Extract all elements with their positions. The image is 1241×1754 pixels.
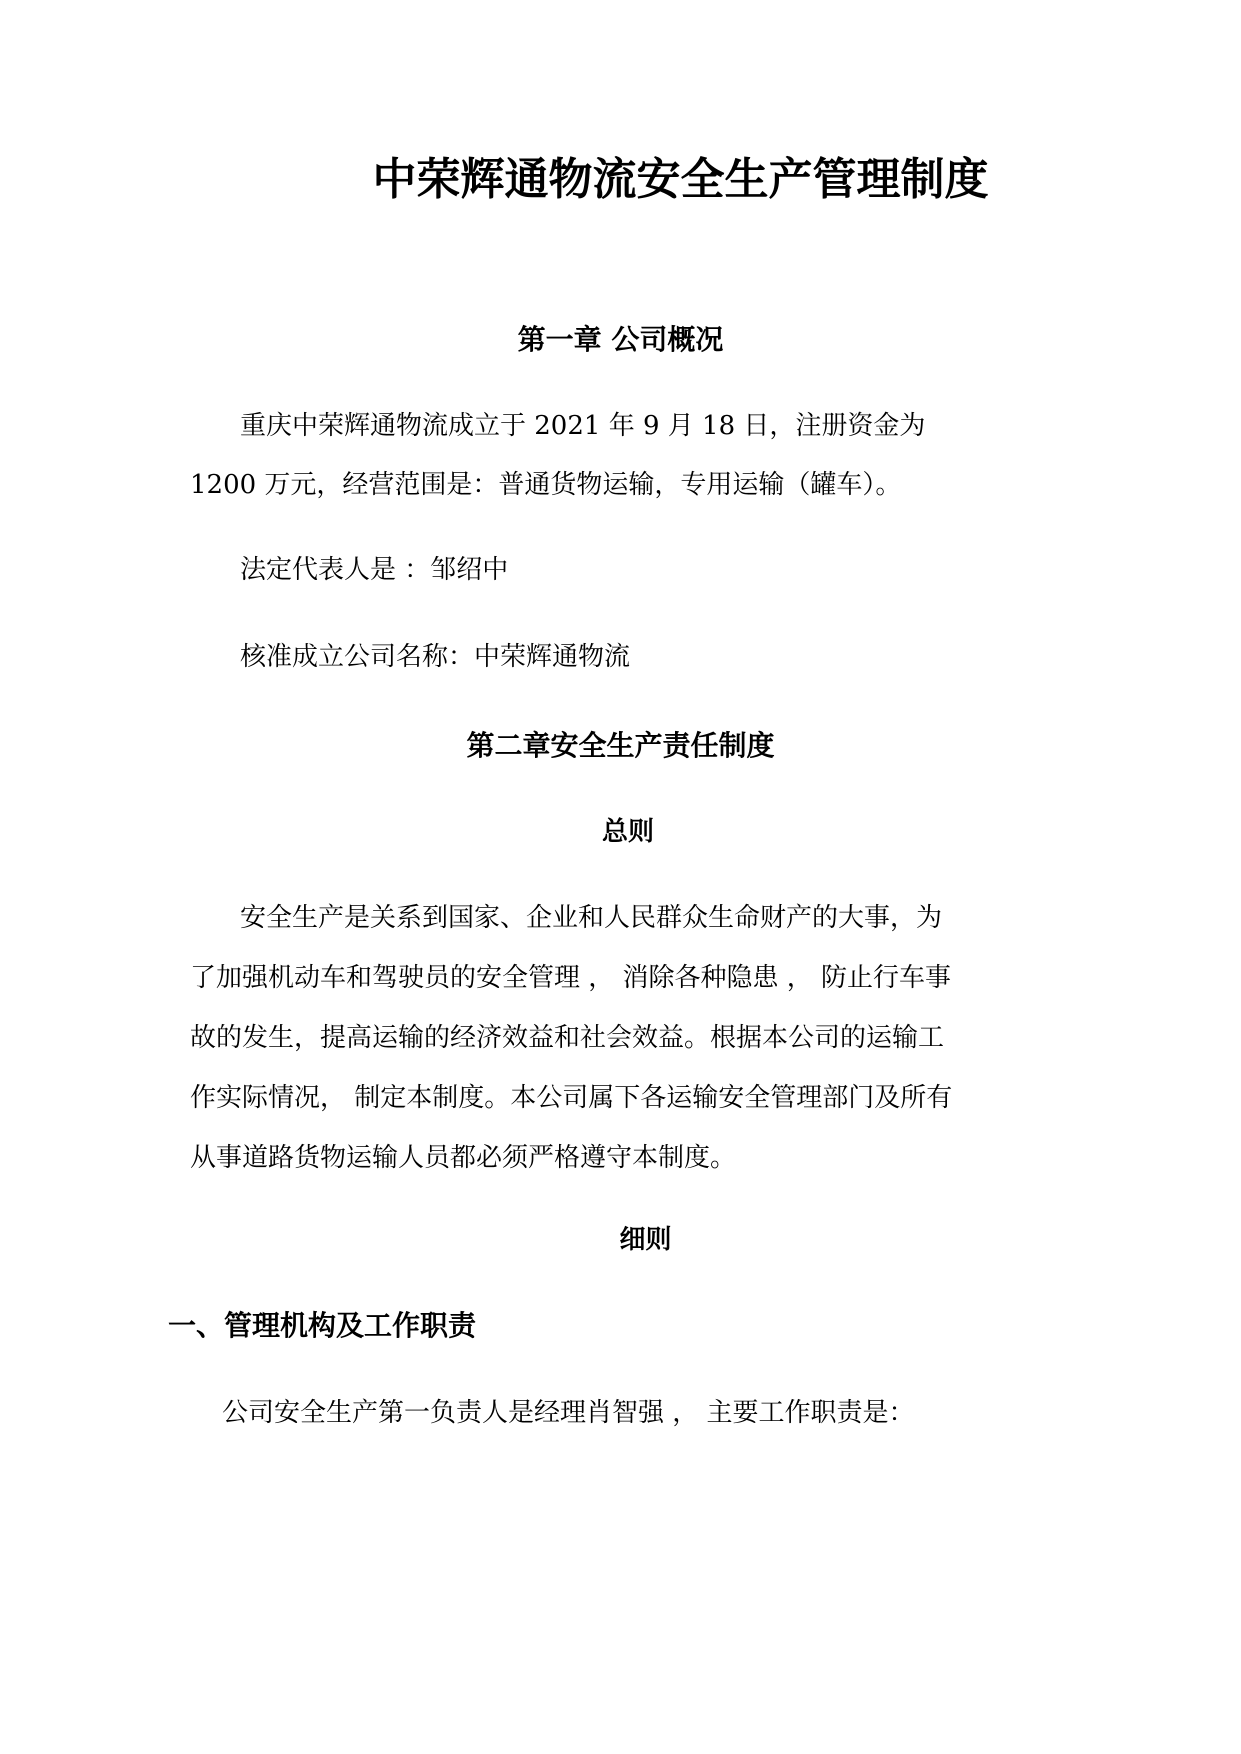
- legal-representative: 法定代表人是 ：邹绍中: [240, 555, 509, 585]
- general-line-5: 从事道路货物运输人员都必须严格遵守本制度。: [190, 1143, 737, 1173]
- general-line-4: 作实际情况， 制定本制度。本公司属下各运输安全管理部门及所有: [190, 1083, 953, 1113]
- chapter1-heading: 第一章 公司概况: [517, 323, 724, 356]
- chapter1-intro-line1: 重庆中荣辉通物流成立于 2021 年 9 月 18 日，注册资金为: [240, 411, 926, 441]
- detail-heading: 细则: [619, 1225, 672, 1255]
- general-line-2: 了加强机动车和驾驶员的安全管理 ， 消除各种隐患 ， 防止行车事: [190, 963, 952, 993]
- section1-heading: 一、管理机构及工作职责: [168, 1309, 477, 1342]
- company-name: 核准成立公司名称：中荣辉通物流: [240, 642, 631, 672]
- general-line-1: 安全生产是关系到国家、企业和人民群众生命财产的大事，为: [240, 903, 943, 933]
- section1-line1: 公司安全生产第一负责人是经理肖智强 ， 主要工作职责是：: [222, 1398, 915, 1428]
- general-line-3: 故的发生，提高运输的经济效益和社会效益。根据本公司的运输工: [190, 1023, 945, 1053]
- document-title: 中荣辉通物流安全生产管理制度: [372, 154, 989, 205]
- chapter1-intro-line2: 1200 万元，经营范围是：普通货物运输，专用运输（罐车）。: [190, 470, 902, 500]
- general-heading: 总则: [601, 817, 654, 847]
- chapter2-heading: 第二章安全生产责任制度: [466, 729, 775, 762]
